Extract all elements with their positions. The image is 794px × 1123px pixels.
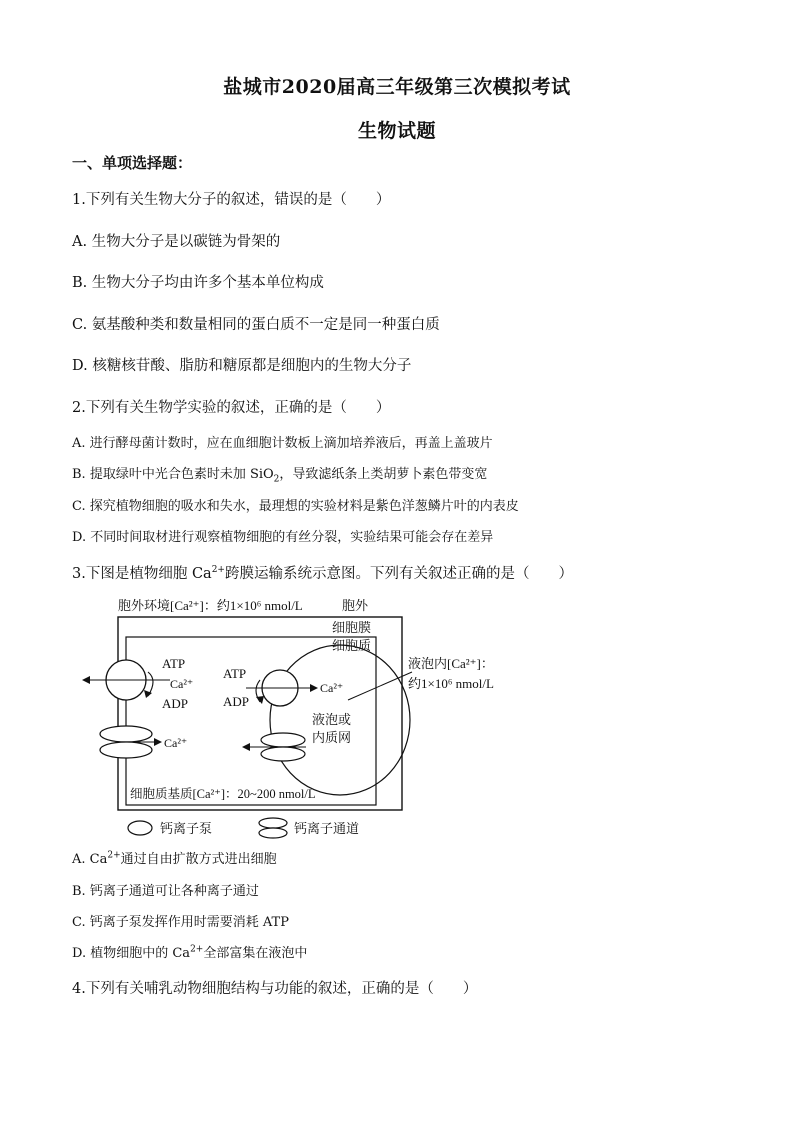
q2-option-b-pre: B. 提取绿叶中光合色素时未加 SiO bbox=[72, 467, 274, 482]
q2-option-d: D. 不同时间取材进行观察植物细胞的有丝分裂，实验结果可能会存在差异 bbox=[72, 530, 494, 545]
q3-option-a-sup: 2+ bbox=[107, 850, 121, 861]
cytoplasm-label: 细胞质 bbox=[332, 638, 372, 653]
vacuole-atp-arrowhead bbox=[256, 696, 264, 704]
q3-option-d-post: 全部富集在液泡中 bbox=[203, 946, 308, 961]
vacuole-adp-label: ADP bbox=[223, 694, 250, 709]
vacuole-conc-label-2: 约1×10⁶ nmol/L bbox=[408, 676, 494, 691]
vacuole-pump-arrowhead bbox=[310, 684, 318, 692]
outside-label: 胞外 bbox=[342, 598, 369, 613]
q3-option-a-post: 通过自由扩散方式进出细胞 bbox=[120, 852, 277, 867]
q1-stem: 1.下列有关生物大分子的叙述，错误的是（ ） bbox=[72, 192, 391, 208]
vacuole-atp-label: ATP bbox=[223, 666, 247, 681]
exam-subtitle: 生物试题 bbox=[357, 120, 436, 142]
membrane-label: 细胞膜 bbox=[332, 620, 372, 635]
exam-title: 盐城市2020届高三年级第三次模拟考试 bbox=[223, 76, 571, 98]
membrane-adp-label: ADP bbox=[162, 696, 189, 711]
membrane-pump-arrowhead bbox=[82, 676, 90, 684]
q3-option-c: C. 钙离子泵发挥作用时需要消耗 ATP bbox=[72, 915, 289, 930]
q3-option-a bbox=[72, 848, 277, 867]
vacuole-channel-arrowhead bbox=[242, 743, 250, 751]
q3-option-a-pre: A. Ca bbox=[72, 852, 108, 867]
membrane-ca-label: Ca²⁺ bbox=[170, 677, 194, 691]
legend-pump-icon bbox=[128, 821, 152, 835]
q3-option-d-pre: D. 植物细胞中的 Ca bbox=[72, 946, 191, 961]
q1-option-b: B. 生物大分子均由许多个基本单位构成 bbox=[72, 275, 324, 291]
q3-option-d bbox=[72, 942, 307, 961]
q2-option-b bbox=[72, 463, 487, 485]
matrix-label: 细胞质基质[Ca²⁺]：20~200 nmol/L bbox=[130, 787, 316, 801]
q1-option-c: C. 氨基酸种类和数量相同的蛋白质不一定是同一种蛋白质 bbox=[72, 317, 440, 333]
vacuole-channel-top bbox=[261, 733, 305, 747]
membrane-channel-top bbox=[100, 726, 152, 742]
q3-option-d-sup: 2+ bbox=[190, 944, 204, 955]
legend-pump-label: 钙离子泵 bbox=[160, 821, 213, 836]
q3-stem bbox=[72, 562, 573, 583]
q2-option-b-post: ，导致滤纸条上类胡萝卜素色带变宽 bbox=[279, 467, 488, 482]
section-heading: 一、单项选择题： bbox=[72, 154, 193, 172]
q4-stem: 4.下列有关哺乳动物细胞结构与功能的叙述，正确的是（ ） bbox=[72, 981, 478, 997]
q3-stem-pre: 3.下图是植物细胞 Ca bbox=[72, 566, 212, 582]
channel-ca-label: Ca²⁺ bbox=[164, 736, 188, 750]
legend-channel-icon-top bbox=[259, 818, 287, 828]
legend-channel-icon-bottom bbox=[259, 828, 287, 838]
q2-option-c: C. 探究植物细胞的吸水和失水，最理想的实验材料是紫色洋葱鳞片叶的内表皮 bbox=[72, 499, 519, 514]
q2-stem: 2.下列有关生物学实验的叙述，正确的是（ ） bbox=[72, 400, 391, 416]
vacuole-label-1: 液泡或 bbox=[312, 712, 352, 727]
q1-option-d: D. 核糖核苷酸、脂肪和糖原都是细胞内的生物大分子 bbox=[72, 358, 412, 374]
q2-option-a: A. 进行酵母菌计数时，应在血细胞计数板上滴加培养液后，再盖上盖玻片 bbox=[72, 436, 493, 451]
vacuole-conc-label-1: 液泡内[Ca²⁺]： bbox=[408, 656, 494, 671]
q3-stem-sup: 2+ bbox=[211, 565, 225, 576]
q1-option-a: A. 生物大分子是以碳链为骨架的 bbox=[72, 234, 281, 250]
q2-option-b-sub: 2 bbox=[273, 474, 280, 485]
outer-env-label: 胞外环境[Ca²⁺]：约1×10⁶ nmol/L bbox=[118, 598, 303, 613]
q3-stem-post: 跨膜运输系统示意图。下列有关叙述正确的是（ ） bbox=[224, 566, 573, 582]
vacuole-label-2: 内质网 bbox=[312, 730, 352, 745]
calcium-transport-diagram bbox=[80, 592, 520, 842]
legend-channel-label: 钙离子通道 bbox=[294, 821, 360, 836]
membrane-atp-label: ATP bbox=[162, 656, 186, 671]
vacuole-channel-bottom bbox=[261, 747, 305, 761]
vacuole-ca-label: Ca²⁺ bbox=[320, 681, 344, 695]
membrane-channel-bottom bbox=[100, 742, 152, 758]
q3-option-b: B. 钙离子通道可让各种离子通过 bbox=[72, 884, 259, 899]
membrane-channel-arrowhead bbox=[154, 738, 162, 746]
